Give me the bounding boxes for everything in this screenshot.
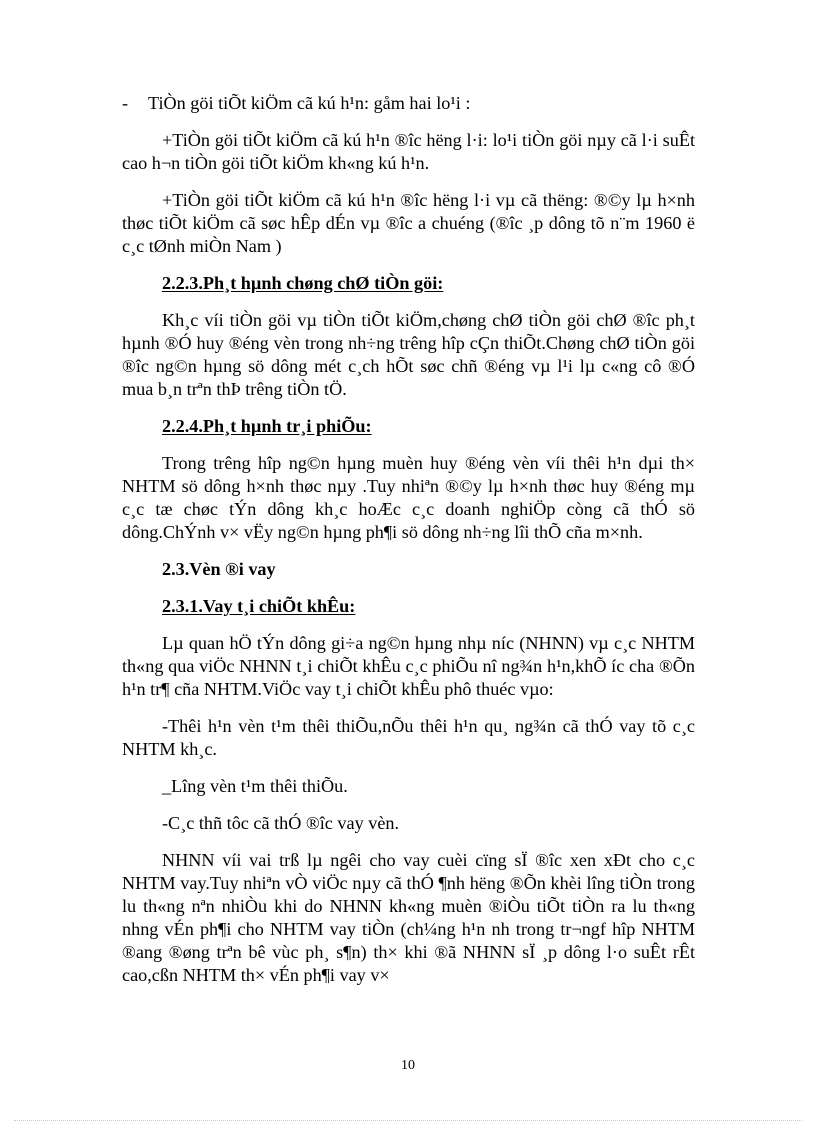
paragraph: Kh¸c víi tiÒn göi vµ tiÒn tiÕt kiÖm,chøng chØ tiÒn göi chØ ®îc ph¸t hµnh ®Ó huy ®éng vèn trong nh÷ng trêng hîp cÇn thiÕt.Chøng chØ tiÒn göi ®îc ng©n hµng sö dông mét c¸ch hÕt søc chñ ®éng vµ l¹i lµ c«ng cô ®Ó mua b¸n trªn thÞ trêng tiÒn tÖ. bbox=[122, 310, 695, 399]
bottom-divider bbox=[14, 1120, 802, 1121]
section-heading: 2.3.Vèn ®i vay bbox=[162, 559, 276, 579]
bullet-text: TiÒn göi tiÕt kiÖm cã kú h¹n: gåm hai lo¹i : bbox=[148, 93, 471, 113]
paragraph: -C¸c thñ tôc cã thÓ ®îc vay vèn. bbox=[162, 813, 400, 833]
section-heading: 2.2.3.Ph¸t hµnh chøng chØ tiÒn göi: bbox=[162, 273, 444, 293]
section-heading: 2.2.4.Ph¸t hµnh tr¸i phiÕu: bbox=[162, 416, 372, 436]
page-number: 10 bbox=[401, 1058, 415, 1073]
section-heading: 2.3.1.Vay t¸i chiÕt khÊu: bbox=[162, 596, 356, 616]
bullet-item bbox=[122, 92, 695, 115]
paragraph: Lµ quan hÖ tÝn dông gi÷a ng©n hµng nhµ níc (NHNN) vµ c¸c NHTM th«ng qua viÖc NHNN t¸i chiÕt khÊu c¸c phiÕu nî ng¾n h¹n,khÕ íc cha ®Õn h¹n tr¶ cña NHTM.ViÖc vay t¸i chiÕt khÊu phô thuéc vµo: bbox=[122, 633, 695, 699]
paragraph: -Thêi h¹n vèn t¹m thêi thiÕu,nÕu thêi h¹n qu¸ ng¾n cã thÓ vay tõ c¸c NHTM kh¸c. bbox=[122, 716, 695, 759]
paragraph: +TiÒn göi tiÕt kiÖm cã kú h¹n ®îc hëng l·i: lo¹i tiÒn göi nµy cã l·i suÊt cao h¬n tiÒn göi tiÕt kiÖm kh«ng kú h¹n. bbox=[122, 130, 695, 173]
document-body bbox=[122, 92, 695, 1001]
paragraph: Trong trêng hîp ng©n hµng muèn huy ®éng vèn víi thêi h¹n dµi th× NHTM sö dông h×nh thøc nµy .Tuy nhiªn ®©y lµ h×nh thøc huy ®éng mµ c¸c tæ chøc tÝn dông kh¸c hoÆc c¸c doanh nghiÖp còng cã thÓ sö dông.ChÝnh v× vËy ng©n hµng ph¶i sö dông nh÷ng lîi thÕ cña m×nh. bbox=[122, 453, 695, 542]
paragraph: _Lîng vèn t¹m thêi thiÕu. bbox=[162, 776, 348, 796]
paragraph: +TiÒn göi tiÕt kiÖm cã kú h¹n ®îc hëng l·i vµ cã thëng: ®©y lµ h×nh thøc tiÕt kiÖm cã søc hÊp dÉn vµ ®îc a chuéng (®îc ¸p dông tõ n¨m 1960 ë c¸c tØnh miÒn Nam ) bbox=[122, 190, 695, 256]
bullet-marker: - bbox=[122, 93, 129, 113]
paragraph: NHNN víi vai trß lµ ngêi cho vay cuèi cïng sÏ ®îc xen xÐt cho c¸c NHTM vay.Tuy nhiªn vÒ viÖc nµy cã thÓ ¶nh hëng ®Õn khèi lîng tiÒn trong lu th«ng nªn nhiÒu khi do NHNN kh«ng muèn ®iÒu tiÕt tiÒn ra lu th«ng nhng vÉn ph¶i cho NHTM vay tiÒn (ch¼ng h¹n nh trong tr¬ngf hîp NHTM ®ang ®øng trªn bê vùc ph¸ s¶n) th× khi ®ã NHNN sÏ ¸p dông l·o suÊt rÊt cao,cßn NHTM th× vÉn ph¶i vay v× bbox=[122, 850, 695, 985]
